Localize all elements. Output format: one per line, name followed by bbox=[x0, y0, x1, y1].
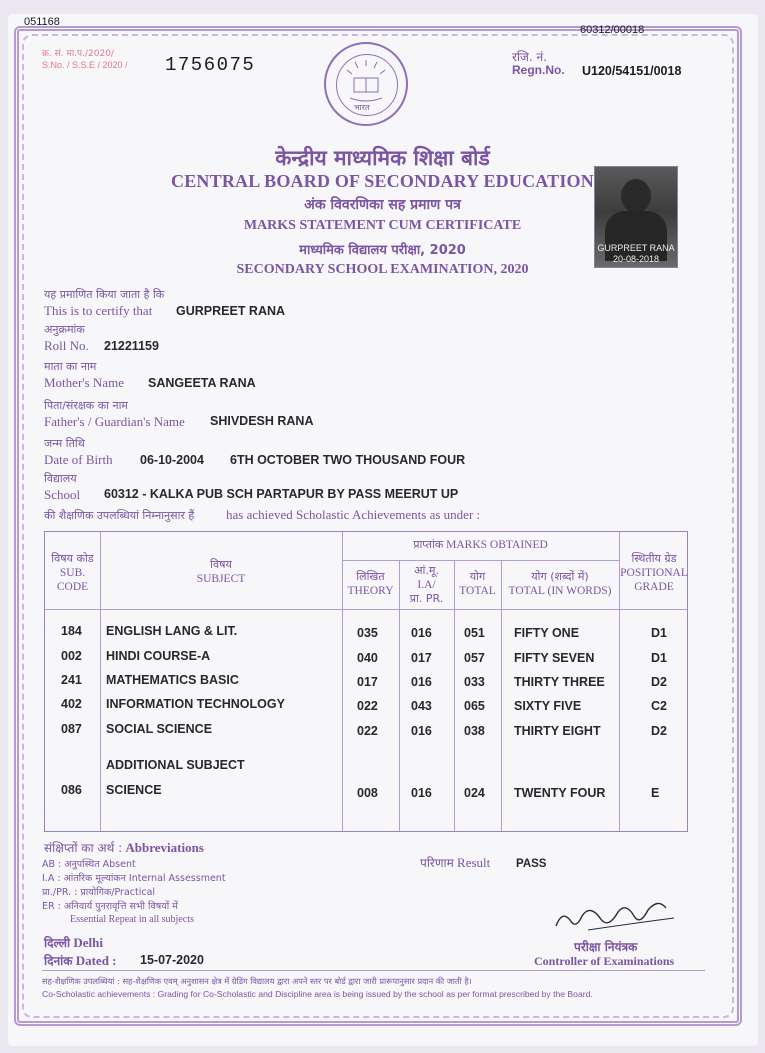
exam-en: SECONDARY SCHOOL EXAMINATION, 2020 bbox=[236, 262, 529, 277]
row-words: TWENTY FOUR bbox=[514, 786, 606, 800]
row-total: 033 bbox=[464, 675, 485, 689]
achieved-en: has achieved Scholastic Achievements as under : bbox=[226, 507, 481, 522]
row-grade: D1 bbox=[651, 651, 667, 665]
row-subject: SOCIAL SCIENCE bbox=[106, 722, 213, 736]
roll-label-en: Roll No. bbox=[44, 338, 89, 353]
abbr-ia: I.A : आंतरिक मूल्यांकन Internal Assessment bbox=[42, 873, 226, 884]
row-words: FIFTY ONE bbox=[514, 626, 580, 640]
marks-table bbox=[44, 531, 688, 832]
row-words: FIFTY SEVEN bbox=[514, 651, 595, 665]
row-total: 051 bbox=[464, 626, 485, 640]
school-label-en: School bbox=[44, 487, 81, 502]
footer-divider bbox=[42, 970, 705, 971]
result-value: PASS bbox=[516, 858, 547, 870]
row-words: THIRTY THREE bbox=[514, 675, 605, 689]
controller-signature bbox=[548, 896, 678, 936]
seal-text-mid: भारत bbox=[354, 103, 370, 112]
header-theory: लिखित THEORY bbox=[347, 570, 394, 597]
header-subject: विषय SUBJECT bbox=[196, 558, 246, 585]
row-total: 038 bbox=[464, 724, 485, 738]
row-subject: ENGLISH LANG & LIT. bbox=[106, 624, 238, 638]
header-positional-grade: स्थितीय ग्रेड POSITIONAL GRADE bbox=[620, 552, 688, 593]
cbse-seal-logo bbox=[324, 42, 408, 126]
row-code: 402 bbox=[61, 697, 82, 711]
row-theory: 008 bbox=[357, 786, 378, 800]
photo-caption-date: 20-08-2018 bbox=[612, 254, 660, 264]
dob-words: 6TH OCTOBER TWO THOUSAND FOUR bbox=[230, 453, 466, 467]
candidate-photo bbox=[594, 166, 678, 268]
row-theory: 022 bbox=[357, 724, 378, 738]
dob-label-en: Date of Birth bbox=[44, 452, 113, 467]
row-ia: 016 bbox=[411, 675, 432, 689]
abbr-er-hi: ER : अनिवार्य पुनरावृत्ति सभी विषयों में bbox=[42, 901, 178, 912]
mother-label-en: Mother's Name bbox=[44, 375, 124, 390]
row-subject: MATHEMATICS BASIC bbox=[106, 673, 239, 687]
achieved-hi: की शैक्षणिक उपलब्धियां निम्नानुसार हैं bbox=[44, 509, 195, 522]
mother-name: SANGEETA RANA bbox=[148, 376, 256, 390]
row-words: SIXTY FIVE bbox=[514, 699, 582, 713]
regn-label-hi: रजि. नं. bbox=[512, 50, 548, 64]
dob-value: 06-10-2004 bbox=[140, 453, 204, 467]
father-label-hi: पिता/संरक्षक का नाम bbox=[44, 399, 129, 412]
row-grade: D2 bbox=[651, 675, 667, 689]
row-ia: 016 bbox=[411, 724, 432, 738]
footer-note-hi: सह-शैक्षणिक उपलब्धियां : सह-शैक्षणिक एवम् अनुशासन क्षेत्र में ग्रेडिंग विद्यालय द्वारा अपने स्तर पर बोर्ड द्वारा जारी प्रारूपानुसार प्रदान की जाती है। bbox=[42, 976, 472, 986]
row-theory: 017 bbox=[357, 675, 378, 689]
abbr-pr: प्रा./PR. : प्रायोगिक/Practical bbox=[42, 887, 156, 898]
mother-label-hi: माता का नाम bbox=[44, 360, 97, 373]
candidate-name: GURPREET RANA bbox=[176, 304, 286, 318]
school-label-hi: विद्यालय bbox=[44, 472, 77, 485]
row-grade: D1 bbox=[651, 626, 667, 640]
result-label: परिणाम Result bbox=[420, 855, 491, 870]
certify-hi: यह प्रमाणित किया जाता है कि bbox=[44, 288, 165, 301]
header-total: योग TOTAL bbox=[459, 570, 496, 597]
row-ia: 016 bbox=[411, 626, 432, 640]
roll-number: 21221159 bbox=[104, 339, 159, 353]
header-total-words: योग (शब्दों में) TOTAL (IN WORDS) bbox=[508, 570, 612, 597]
certify-en: This is to certify that bbox=[44, 303, 153, 318]
row-theory: 022 bbox=[357, 699, 378, 713]
roll-label-hi: अनुक्रमांक bbox=[44, 323, 85, 336]
additional-subject-label: ADDITIONAL SUBJECT bbox=[106, 758, 245, 772]
sno-label-en: S.No. / S.S.E / 2020 / bbox=[42, 60, 128, 70]
row-theory: 040 bbox=[357, 651, 378, 665]
row-total: 065 bbox=[464, 699, 485, 713]
row-subject: INFORMATION TECHNOLOGY bbox=[106, 697, 285, 711]
row-code: 002 bbox=[61, 649, 82, 663]
controller-title-en: Controller of Examinations bbox=[534, 954, 675, 968]
header-ia-pr: आं.मू. I.A/ प्रा. PR. bbox=[409, 564, 444, 605]
corner-right-number: 60312/00018 bbox=[580, 24, 645, 36]
regn-label-en: Regn.No. bbox=[512, 63, 565, 77]
exam-hi: माध्यमिक विद्यालय परीक्षा, 2020 bbox=[299, 243, 466, 258]
row-grade: E bbox=[651, 786, 660, 800]
abbr-er-en: Essential Repeat in all subjects bbox=[70, 914, 194, 925]
header-sub-code: विषय कोड SUB. CODE bbox=[51, 552, 94, 593]
row-grade: D2 bbox=[651, 724, 667, 738]
row-total: 024 bbox=[464, 786, 485, 800]
row-words: THIRTY EIGHT bbox=[514, 724, 601, 738]
dob-label-hi: जन्म तिथि bbox=[44, 437, 85, 450]
school-name: 60312 - KALKA PUB SCH PARTAPUR BY PASS MEERUT UP bbox=[104, 487, 459, 501]
row-ia: 016 bbox=[411, 786, 432, 800]
photo-caption-name: GURPREET RANA bbox=[597, 243, 675, 253]
serial-number: 1756075 bbox=[165, 54, 256, 76]
corner-left-number: 051168 bbox=[24, 16, 60, 28]
father-label-en: Father's / Guardian's Name bbox=[44, 414, 185, 429]
footer-note-en: Co-Scholastic achievements : Grading for Co-Scholastic and Discipline area is being issued by the school as per format prescribed by the Board. bbox=[42, 989, 593, 999]
dated-value: 15-07-2020 bbox=[140, 953, 204, 967]
sno-label-hi: क्र. सं. मा.प./2020/ bbox=[42, 49, 114, 59]
header-marks-obtained: प्राप्तांक MARKS OBTAINED bbox=[413, 538, 548, 551]
controller-title-hi: परीक्षा नियंत्रक bbox=[574, 940, 638, 954]
row-code: 087 bbox=[61, 722, 82, 736]
row-code: 241 bbox=[61, 673, 82, 687]
doc-title-en: MARKS STATEMENT CUM CERTIFICATE bbox=[243, 218, 522, 233]
place: दिल्ली Delhi bbox=[44, 935, 104, 950]
row-theory: 035 bbox=[357, 626, 378, 640]
board-name-hi: केन्द्रीय माध्यमिक शिक्षा बोर्ड bbox=[275, 146, 490, 170]
row-grade: C2 bbox=[651, 699, 667, 713]
father-name: SHIVDESH RANA bbox=[210, 414, 314, 428]
doc-title-hi: अंक विवरणिका सह प्रमाण पत्र bbox=[304, 197, 461, 213]
row-ia: 017 bbox=[411, 651, 432, 665]
regn-number: U120/54151/0018 bbox=[582, 64, 682, 78]
row-subject: HINDI COURSE-A bbox=[106, 649, 211, 663]
board-name-en: CENTRAL BOARD OF SECONDARY EDUCATION bbox=[171, 171, 594, 191]
row-subject: SCIENCE bbox=[106, 783, 162, 797]
abbr-ab: AB : अनुपस्थित Absent bbox=[42, 859, 136, 870]
abbreviations-title: संक्षिप्तों का अर्थ : Abbreviations bbox=[44, 840, 204, 855]
row-code: 184 bbox=[61, 624, 82, 638]
row-ia: 043 bbox=[411, 699, 432, 713]
row-total: 057 bbox=[464, 651, 485, 665]
row-code: 086 bbox=[61, 783, 82, 797]
dated-label: दिनांक Dated : bbox=[44, 953, 117, 968]
